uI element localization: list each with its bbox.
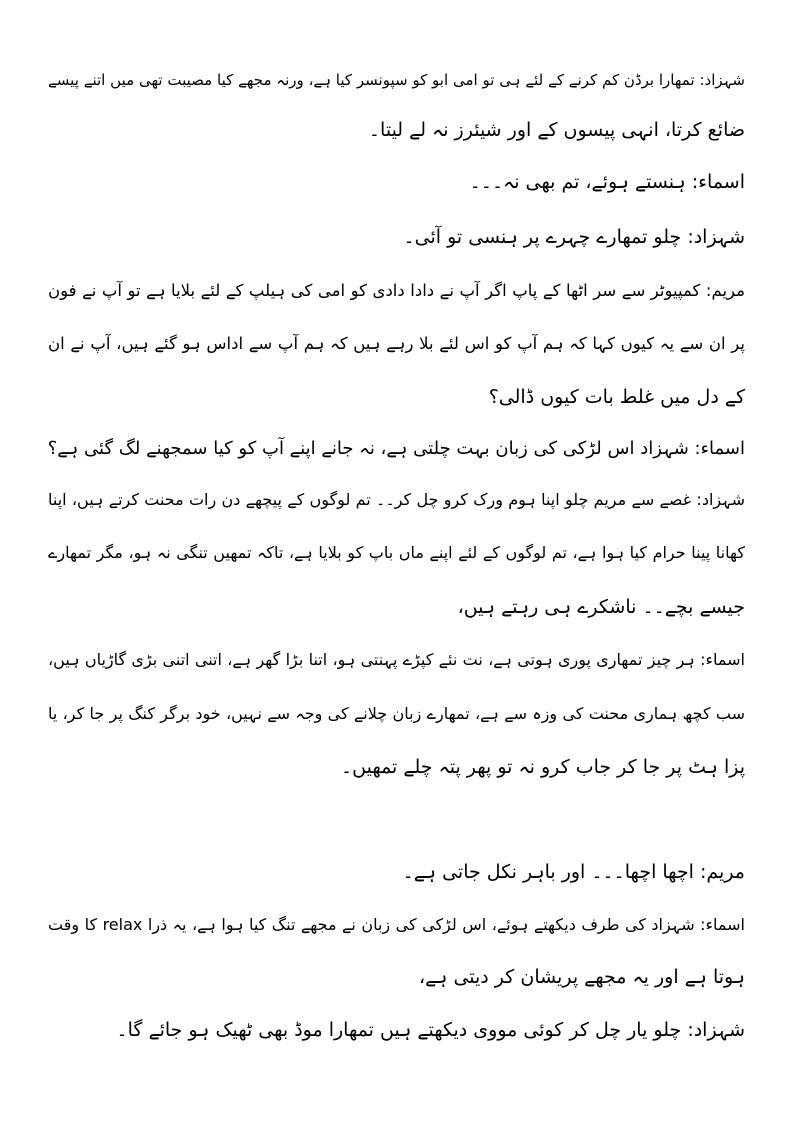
text-line: شہزاد: چلو تمھارے چہرے پر ہنسی تو آئی۔: [403, 226, 745, 248]
text-line: پزا ہٹ پر جا کر جاب کرو نہ تو پھر پتہ چلے تمھیں۔: [340, 756, 745, 778]
text-line: پر ان سے یہ کیوں کہا کہ ہم آپ کو اس لئے بلا رہے ہیں کہ ہم آپ سے اداس ہو گئے ہیں، آپ نے ان: [48, 334, 745, 353]
text-line: اسماء: شہزاد اس لڑکی کی زبان بہت چلتی ہے، نہ جانے اپنے آپ کو کیا سمجھنے لگ گئی ہے؟: [47, 438, 745, 459]
text-line: کے دل میں غلط بات کیوں ڈالی؟: [488, 386, 745, 408]
text-line: مریم: اچھا اچھا۔۔۔ اور باہر نکل جاتی ہے۔: [402, 861, 745, 883]
text-line: اسماء: شہزاد کی طرف دیکھتے ہوئے، اس لڑکی کی زبان نے مجھے تنگ کیا ہوا ہے، یہ ذرا relax کا وقت: [48, 915, 746, 934]
text-line: مریم: کمپیوٹر سے سر اٹھا کے پاپ اگر آپ نے دادا دادی کو امی کی ہیلپ کے لئے بلایا ہے تو آپ نے فون: [48, 281, 745, 300]
text-line: سب کچھ ہماری محنت کی وزہ سے ہے، تمھارے زبان چلانے کی وجہ سے نہیں، خود برگر کنگ پر جا کر، یا: [48, 704, 746, 723]
text-line: ضائع کرتا، انہی پیسوں کے اور شیئرز نہ لے لیتا۔: [368, 119, 745, 141]
text-line: جیسے بچے۔۔ ناشکرے ہی رہتے ہیں،: [457, 596, 745, 618]
text-line: اسماء: ہر چیز تمھاری پوری ہوتی ہے، نت نئے کپڑے پہنتی ہو، اتنا بڑا گھر ہے، اتنی اتنی بڑی گاڑیاں ہیں،: [48, 650, 745, 669]
text-line: ہوتا ہے اور یہ مجھے پریشان کر دیتی ہے،: [419, 966, 745, 988]
text-line: شہزاد: تمھارا برڈن کم کرنے کے لئے ہی تو امی ابو کو سپونسر کیا ہے، ورنہ مجھے کیا مصیبت تھی میں اتنے پیسے: [48, 71, 745, 89]
text-line: شہزاد: چلو یار چل کر کوئی مووی دیکھتے ہیں تمھارا موڈ بھی ٹھیک ہو جائے گا۔: [116, 1019, 745, 1041]
text-line: اسماء: ہنستے ہوئے، تم بھی نہ۔۔۔: [469, 171, 745, 193]
text-line: کھانا پینا حرام کیا ہوا ہے، تم لوگوں کے لئے اپنے ماں باپ کو بلایا ہے، تاکہ تمھیں تنگی نہ ہو، مگر تمھارے: [48, 543, 745, 562]
text-line: شہزاد: غصے سے مریم چلو اپنا ہوم ورک کرو چل کر۔۔ تم لوگوں کے پیچھے دن رات محنت کرتے ہیں، اپنا: [48, 490, 745, 509]
